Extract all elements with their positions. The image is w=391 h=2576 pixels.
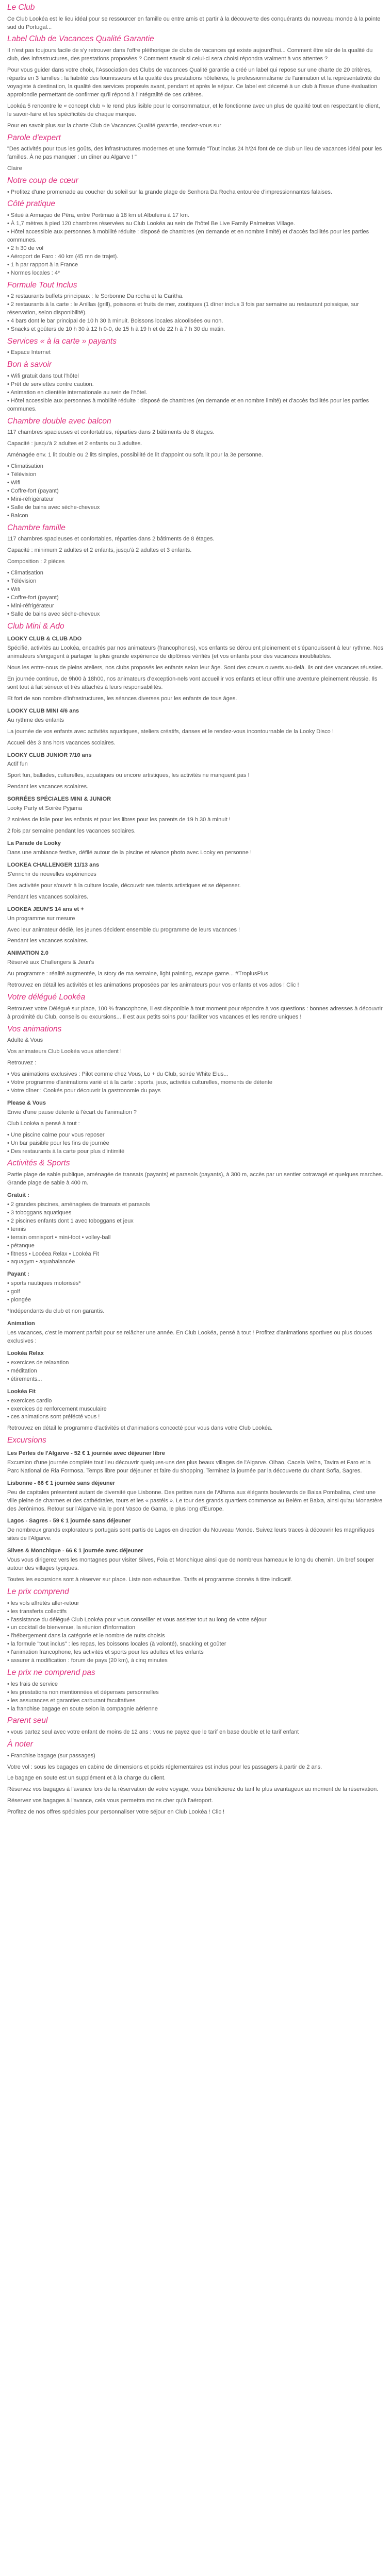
list-item: • vous partez seul avec votre enfant de moins de 12 ans : vous ne payez que le tarif en base double et le tarif enfant xyxy=(7,1728,384,1737)
list-item: • Salle de bains avec sèche-cheveux xyxy=(7,504,384,512)
paragraph: Pour vous guider dans votre choix, l'Association des Clubs de vacances Qualité garantie a créé un label qui repose sur une charte de 20 critères, répartis en 3 familles : la fiabilité des fournisseurs et la qualité des prestations hôtelières, le professionnalisme de l'animation et la représentativité du voyagiste à destination, la qualité des services proposés avant, pendant et après le séjour. Ce label est décerné à un club à l'issue d'une évaluation approfondie permettant de confirmer qu'il répond à l'intégralité de ces critères. xyxy=(7,66,380,98)
subheading: Lagos - Sagres - 59 € 1 journée sans déjeuner xyxy=(7,1518,131,1524)
section-heading: Parole d'expert xyxy=(7,133,61,142)
section-heading: Côté pratique xyxy=(7,199,56,209)
paragraph: Au programme : réalité augmentée, la story de ma semaine, light painting, escape game... #TroplusPlus xyxy=(7,971,268,977)
list-item: • Prêt de serviettes contre caution. xyxy=(7,381,384,389)
bullet-list xyxy=(7,1131,384,1156)
paragraph: Profitez de nos offres spéciales pour personnaliser votre séjour en Club Lookéa ! Clic ! xyxy=(7,1809,225,1816)
paragraph: Retrouvez en détail les activités et les animations proposées par les animateurs pour vos enfants et vos ados ! Clic ! xyxy=(7,982,299,989)
paragraph: S'enrichir de nouvelles expériences xyxy=(7,871,96,877)
paragraph: Capacité : minimum 2 adultes et 2 enfants, jusqu'à 2 adultes et 3 enfants. xyxy=(7,547,192,554)
list-item: • Salle de bains avec sèche-cheveux xyxy=(7,611,384,619)
list-item: • Snacks et goûters de 10 h 30 à 12 h 0-0, de 15 h à 19 h et de 22 h à 7 h 30 du matin. xyxy=(7,326,384,334)
paragraph: Peu de capitales présentent autant de diversité que Lisbonne. Des petites rues de l'Alfama aux élégants boulevards de Baixa Pombalina, c'est une ville pleine de charmes et des cathédrales, tours et les « pastéis ». Le tour des grands quartiers commence au Belém et Baixa, ainsi qu'au Monastère des Jerónimos. Retour sur l'Algarve via le pont Vasco de Gama, le plus long d'Europe. xyxy=(7,1489,383,1512)
list-item: • Une piscine calme pour vous reposer xyxy=(7,1131,384,1140)
list-item: • sports nautiques motorisés* xyxy=(7,1280,384,1288)
paragraph: Claire xyxy=(7,165,22,172)
subheading: Lookéa Fit xyxy=(7,1388,36,1395)
list-item: • Votre programme d'animations varié et à la carte : sports, jeux, activités culturelles, moments de détente xyxy=(7,1079,384,1087)
paragraph: Partie plage de sable publique, aménagée de transats (payants) et parasols (payants), à 300 m, accès par un sentier cotravagé et quelques marches. Grande plage de sable à 400 m. xyxy=(7,1172,383,1186)
paragraph: Retrouvez votre Délégué sur place, 100 % francophone, il est disponible à tout moment pour répondre à vos questions : bonnes adresses à découvrir à proximité du Club, conseils ou excursions... Il est aux petits soins pour faciliter vos vacances et les rendre uniques ! xyxy=(7,1005,383,1020)
paragraph: Retrouvez en détail le programme d'activités et d'animations concocté pour vous dans votre Club Lookéa. xyxy=(7,1425,273,1432)
paragraph: *Indépendants du club et non garantis. xyxy=(7,1308,105,1315)
section-heading: Le prix comprend xyxy=(7,1587,69,1597)
section-vos-animations xyxy=(7,1025,384,1156)
bullet-list xyxy=(7,1397,384,1422)
paragraph: Actif fun xyxy=(7,761,28,768)
list-item: • aquagym • aquabalancée xyxy=(7,1258,384,1266)
list-item: • plongée xyxy=(7,1296,384,1304)
subheading: SORRÉES SPÉCIALES MINI & JUNIOR xyxy=(7,796,111,803)
paragraph: Nous les entre-nous de pleins ateliers, nos clubs proposés les enfants selon leur âge. Sont des cœurs ouverts au-delà. Ils ont des vacances réussies. xyxy=(7,665,383,671)
paragraph: Club Lookéa a pensé à tout : xyxy=(7,1120,80,1127)
paragraph: Pendant les vacances scolaires. xyxy=(7,938,89,944)
section-heading: Le Club xyxy=(7,3,35,12)
subheading: LOOKY CLUB MINI 4/6 ans xyxy=(7,707,79,714)
list-item: • exercices de renforcement musculaire xyxy=(7,1405,384,1414)
list-item: • Télévision xyxy=(7,578,384,586)
list-item: • Animation en clientèle internationale au sein de l'hôtel. xyxy=(7,389,384,397)
paragraph: Excursion d'une journée complète tout lieu découvrir quelques-uns des plus beaux villages de l'Algarve. Olhao, Cacela Velha, Tavira et Faro et la Parc National de Ria Formosa. Temps libre pour déjeuner et faire du shopping. Terminez la journée par la découverte du chant Sofia, Sagres. xyxy=(7,1459,371,1474)
section-heading: Notre coup de cœur xyxy=(7,176,78,185)
list-item: • exercices de relaxation xyxy=(7,1359,384,1367)
list-item: • méditation xyxy=(7,1367,384,1376)
paragraph: Accueil dès 3 ans hors vacances scolaires. xyxy=(7,739,116,746)
list-item: • étirements... xyxy=(7,1376,384,1384)
paragraph: Un programme sur mesure xyxy=(7,915,75,922)
paragraph: Votre vol : sous les bagages en cabine de dimensions et poids réglementaires est inclus pour les passagers à partir de 2 ans. xyxy=(7,1764,322,1770)
section-heading: Club Mini & Ado xyxy=(7,621,64,631)
list-item: • la franchise bagage en soute selon la compagnie aérienne xyxy=(7,1705,384,1714)
list-item: • Un bar paisible pour les fins de journée xyxy=(7,1140,384,1148)
paragraph: Composition : 2 pièces xyxy=(7,558,65,565)
bullet-list xyxy=(7,1600,384,1666)
paragraph: Réservé aux Challengers & Jeun's xyxy=(7,959,94,966)
list-item: • les vols affrétés aller-retour xyxy=(7,1600,384,1608)
subheading: LOOKY CLUB & CLUB ADO xyxy=(7,636,82,642)
paragraph: Réservez vos bagages à l'avance, cela vous permettra moins cher qu'à l'aéroport. xyxy=(7,1798,213,1804)
section-notre-coup-de-c-ur xyxy=(7,176,384,197)
section-heading: Chambre double avec balcon xyxy=(7,416,111,426)
paragraph: Capacité : jusqu'à 2 adultes et 2 enfants ou 3 adultes. xyxy=(7,440,142,447)
paragraph: Looky Party et Soirée Pyjama xyxy=(7,805,82,812)
subheading: Les Perles de l'Algarve - 52 € 1 journée avec déjeuner libre xyxy=(7,1450,165,1456)
subheading: Payant : xyxy=(7,1271,29,1278)
bullet-list xyxy=(7,1201,384,1267)
section-heading: À noter xyxy=(7,1740,33,1749)
list-item: • Aéroport de Faro : 40 km (45 mn de trajet). xyxy=(7,253,384,261)
list-item: • les prestations non mentionnées et dépenses personnelles xyxy=(7,1689,384,1697)
list-item: • 3 toboggans aquatiques xyxy=(7,1209,384,1217)
list-item: • 4 bars dont le bar principal de 10 h 30 à minuit. Boissons locales alcoolisées ou non. xyxy=(7,317,384,326)
section-services-a-la-carte-payants xyxy=(7,337,384,358)
section-excursions xyxy=(7,1436,384,1584)
section-heading: Bon à savoir xyxy=(7,360,52,369)
list-item: • Hôtel accessible aux personnes à mobilité réduite : disposé de chambres (en demande et en nombre limité) et d'accès facilités pour les parties communes. xyxy=(7,397,384,414)
paragraph: Aménagée env. 1 lit double ou 2 lits simples, possibilité de lit d'appoint ou sofa lit pour la 3e personne. xyxy=(7,452,263,459)
bullet-list xyxy=(7,372,384,414)
list-item: • Balcon xyxy=(7,512,384,520)
list-item: • Coffre-fort (payant) xyxy=(7,594,384,602)
paragraph: 2 fois par semaine pendant les vacances scolaires. xyxy=(7,828,136,835)
paragraph: Et fort de son nombre d'infrastructures, les séances diverses pour les enfants de tous âges. xyxy=(7,695,237,702)
section-heading: Services « à la carte » payants xyxy=(7,336,117,346)
list-item: • Télévision xyxy=(7,471,384,479)
section-votre-delegue-lookea xyxy=(7,993,384,1021)
list-item: • exercices cardio xyxy=(7,1397,384,1405)
list-item: • Des restaurants à la carte pour plus d'intimité xyxy=(7,1148,384,1156)
paragraph: Ce Club Lookéa est le lieu idéal pour se ressourcer en famille ou entre amis et partir à la découverte des conquérants du nouveau monde à la pointe sud du Portugal... xyxy=(7,15,381,30)
list-item: • la formule "tout inclus" : les repas, les boissons locales (à volonté), snacking et goûter xyxy=(7,1640,384,1649)
subheading: LOOKY CLUB JUNIOR 7/10 ans xyxy=(7,752,92,758)
paragraph: 117 chambres spacieuses et confortables, réparties dans 2 bâtiments de 8 étages. xyxy=(7,536,215,543)
list-item: • terrain omnisport • mini-foot • volley-ball xyxy=(7,1234,384,1242)
list-item: • 1 h par rapport à la France xyxy=(7,261,384,269)
list-item: • golf xyxy=(7,1288,384,1296)
paragraph: Au rythme des enfants xyxy=(7,717,64,723)
list-item: • À 1,7 mètres à pied 120 chambres réservées au Club Lookéa au sein de l'hôtel Be Live Family Palmeiras Village. xyxy=(7,220,384,228)
section-club-mini-ado xyxy=(7,622,384,990)
section-parent-seul xyxy=(7,1716,384,1737)
paragraph: Le bagage en soute est un supplément et à la charge du client. xyxy=(7,1775,166,1782)
list-item: • Coffre-fort (payant) xyxy=(7,487,384,496)
paragraph: Des activités pour s'ouvrir à la culture locale, découvrir ses talents artistiques et se dépenser. xyxy=(7,882,241,889)
paragraph: Il n'est pas toujours facile de s'y retrouver dans l'offre pléthorique de clubs de vacances qui existe aujourd'hui... Comment être sûr de la qualité du club, des infrastructures, des prestations proposées ? Comment savoir si celui-ci sera choisi répondra vraiment à vos attentes ? xyxy=(7,47,373,62)
section-heading: Activités & Sports xyxy=(7,1159,70,1168)
paragraph: Envie d'une pause détente à l'écart de l'animation ? xyxy=(7,1109,137,1115)
list-item: • les transferts collectifs xyxy=(7,1608,384,1616)
section-chambre-double-avec-balcon xyxy=(7,417,384,520)
list-item: • un cocktail de bienvenue, la réunion d'information xyxy=(7,1624,384,1632)
list-item: • Situé à Armaçao de Pêra, entre Portimao à 18 km et Albufeira à 17 km. xyxy=(7,212,384,220)
paragraph: Réservez vos bagages à l'avance lors de la réservation de votre voyage, vous bénéficierez du tarif le plus avantageux au moment de la réservation. xyxy=(7,1786,379,1793)
list-item: • 2 grandes piscines, aménagées de transats et parasols xyxy=(7,1201,384,1209)
subheading: ANIMATION 2.0 xyxy=(7,950,48,957)
bullet-list xyxy=(7,463,384,520)
list-item: • Mini-réfrigérateur xyxy=(7,496,384,504)
list-item: • tennis xyxy=(7,1226,384,1234)
section-parole-d-expert xyxy=(7,133,384,173)
list-item: • les frais de service xyxy=(7,1681,384,1689)
list-item: • Espace Internet xyxy=(7,349,384,357)
paragraph: 2 soirées de folie pour les enfants et pour les libres pour les parents de 19 h 30 à minuit ! xyxy=(7,817,231,823)
list-item: • l'hébergement dans la catégorie et le nombre de nuits choisis xyxy=(7,1632,384,1640)
list-item: • 2 piscines enfants dont 1 avec toboggans et jeux xyxy=(7,1217,384,1226)
paragraph: Vos animateurs Club Lookéa vous attendent ! xyxy=(7,1048,122,1055)
paragraph: En journée continue, de 9h00 à 18h00, nos animateurs d'exception-nels vont accueillir vos enfants et leur offrir une aventure pleinement réussie. Ils sont tout à fait sérieux et très attachés à leurs responsabilités. xyxy=(7,675,378,690)
paragraph: 117 chambres spacieuses et confortables, réparties dans 2 bâtiments de 8 étages. xyxy=(7,429,215,436)
list-item: • Normes locales : 4* xyxy=(7,269,384,278)
list-item: • Mini-réfrigérateur xyxy=(7,602,384,611)
list-item: • ces animations sont préfécté vous ! xyxy=(7,1413,384,1421)
section-heading: Votre délégué Lookéa xyxy=(7,993,86,1002)
paragraph: "Des activités pour tous les goûts, des infrastructures modernes et une formule "Tout inclus 24 h/24 font de ce club un lieu de vacances idéal pour les familles. À ne pas manquer : un dîner au Algarve ! " xyxy=(7,146,382,161)
section-label-club-de-vacances-qualite-garantie xyxy=(7,35,384,130)
paragraph: Toutes les excursions sont à réserver sur place. Liste non exhaustive. Tarifs et programme donnés à titre indicatif. xyxy=(7,1577,292,1583)
bullet-list xyxy=(7,212,384,278)
paragraph: Sport fun, ballades, culturelles, aquatiques ou encore artistiques, les activités ne manquent pas ! xyxy=(7,772,250,779)
bullet-list xyxy=(7,1752,384,1760)
section-heading: Parent seul xyxy=(7,1716,48,1725)
list-item: • Franchise bagage (sur passages) xyxy=(7,1752,384,1760)
paragraph: Avec leur animateur dédié, les jeunes décident ensemble du programme de leurs vacances ! xyxy=(7,926,240,933)
subheading: LOOKEA CHALLENGER 11/13 ans xyxy=(7,861,100,868)
list-item: • fitness • Looéea Relax • Lookéa Fit xyxy=(7,1250,384,1259)
list-item: • Hôtel accessible aux personnes à mobilité réduite : disposé de chambres (en demande et en nombre limité) et d'accès facilités pour les parties communes. xyxy=(7,228,384,245)
bullet-list xyxy=(7,1681,384,1714)
paragraph: Pendant les vacances scolaires. xyxy=(7,784,89,790)
subheading: Please & Vous xyxy=(7,1099,46,1106)
section-formule-tout-inclus xyxy=(7,281,384,334)
section-le-prix-ne-comprend-pas xyxy=(7,1668,384,1713)
section-heading: Formule Tout Inclus xyxy=(7,280,77,290)
bullet-list xyxy=(7,569,384,619)
section-chambre-famille xyxy=(7,523,384,619)
list-item: • Climatisation xyxy=(7,569,384,578)
list-item: • Vos animations exclusives : Pilot comme chez Vous, Lo + du Club, soirée White Elus... xyxy=(7,1071,384,1079)
paragraph: Spécifié, activités au Lookéa, encadrés par nos animateurs (francophones), vos enfants se déroulent pleinement et s'épanouissent à leur rythme. Nos animateurs s'engagent à partager la plus grande expérience de diplômes vérifiés (et vos enfants pour des vacances inoubliables. xyxy=(7,645,384,660)
list-item: • 2 h 30 de vol xyxy=(7,245,384,253)
list-item: • l'animation francophone, les activités et sports pour les adultes et les enfants xyxy=(7,1649,384,1657)
paragraph: La journée de vos enfants avec activités aquatiques, ateliers créatifs, danses et le rendez-vous incontournable de la Looky Disco ! xyxy=(7,728,334,735)
subheading: Animation xyxy=(7,1320,35,1327)
subheading: Lisbonne - 66 € 1 journée sans déjeuner xyxy=(7,1480,116,1486)
list-item: • Wifi xyxy=(7,479,384,487)
section-activites-sports xyxy=(7,1159,384,1433)
subheading: La Parade de Looky xyxy=(7,840,61,847)
paragraph: Pour en savoir plus sur la charte Club de Vacances Qualité garantie, rendez-vous sur xyxy=(7,122,221,129)
paragraph: Retrouvez : xyxy=(7,1060,37,1066)
list-item: • assurer à modification : forum de pays (20 km), à cinq minutes xyxy=(7,1657,384,1665)
bullet-list xyxy=(7,1728,384,1737)
section-bon-a-savoir xyxy=(7,360,384,413)
list-item: • Wifi gratuit dans tout l'hôtel xyxy=(7,372,384,381)
bullet-list xyxy=(7,293,384,334)
section-heading: Chambre famille xyxy=(7,523,66,532)
paragraph: Les vacances, c'est le moment parfait pour se relâcher une année. En Club Lookéa, pensé à tout ! Profitez d'animations sportives ou plus douces exclusives : xyxy=(7,1330,372,1344)
list-item: • Wifi xyxy=(7,586,384,594)
list-item: • Votre dîner : Cookés pour découvrir la gastronomie du pays xyxy=(7,1087,384,1095)
section-heading: Excursions xyxy=(7,1436,46,1445)
bullet-list xyxy=(7,1359,384,1384)
subheading: Lookéa Relax xyxy=(7,1350,44,1357)
paragraph: Vous vous dirigerez vers les montagnes pour visiter Silves, Foia et Monchique ainsi que de nombreux hameaux le long du chemin. Un bref souper autour des villages typiques. xyxy=(7,1557,374,1572)
paragraph: Lookéa 5 rencontre le « concept club » le rend plus lisible pour le consommateur, et le fonctionne avec un plus de qualité tout en respectant le client, le savoir-faire et les spécificités de chaque marque. xyxy=(7,103,380,117)
section-heading: Vos animations xyxy=(7,1024,62,1033)
subheading: LOOKEA JEUN'S 14 ans et + xyxy=(7,906,84,912)
list-item: • 2 restaurants à la carte : le Anillas (grill), poissons et fruits de mer, zoutiques (1 dîner inclus 3 fois par semaine au restaurant poissique, sur réservation, selon disponibilité). xyxy=(7,301,384,317)
section-heading: Le prix ne comprend pas xyxy=(7,1668,95,1677)
list-item: • Profitez d'une promenade au coucher du soleil sur la grande plage de Senhora Da Rocha entourée d'impressionnantes falaises. xyxy=(7,189,384,197)
section-le-prix-comprend xyxy=(7,1587,384,1665)
list-item: • Climatisation xyxy=(7,463,384,471)
paragraph: De nombreux grands explorateurs portugais sont partis de Lagos en direction du Nouveau Monde. Suivez leurs traces à découvrir les magnifiques sites de l'Algarve. xyxy=(7,1527,374,1542)
section-heading: Label Club de Vacances Qualité Garantie xyxy=(7,35,154,44)
bullet-list xyxy=(7,1071,384,1095)
list-item: • l'assistance du délégué Club Lookéa pour vous conseiller et vous assister tout au long de votre séjour xyxy=(7,1616,384,1624)
section-cote-pratique xyxy=(7,199,384,277)
list-item: • 2 restaurants buffets principaux : le Sorbonne Da rocha et la Caritha. xyxy=(7,293,384,301)
paragraph: Dans une ambiance festive, défilé autour de la piscine et séance photo avec Looky en personne ! xyxy=(7,849,252,856)
bullet-list xyxy=(7,189,384,197)
paragraph: Pendant les vacances scolaires. xyxy=(7,893,89,900)
bullet-list xyxy=(7,349,384,357)
section-le-club xyxy=(7,3,384,31)
section-a-noter xyxy=(7,1740,384,1817)
list-item: • pétanque xyxy=(7,1242,384,1250)
subheading: Gratuit : xyxy=(7,1192,29,1198)
subheading: Silves & Monchique - 66 € 1 journée avec déjeuner xyxy=(7,1548,143,1554)
list-item: • les assurances et garanties carburant facultatives xyxy=(7,1697,384,1705)
bullet-list xyxy=(7,1280,384,1304)
paragraph: Adulte & Vous xyxy=(7,1037,43,1044)
